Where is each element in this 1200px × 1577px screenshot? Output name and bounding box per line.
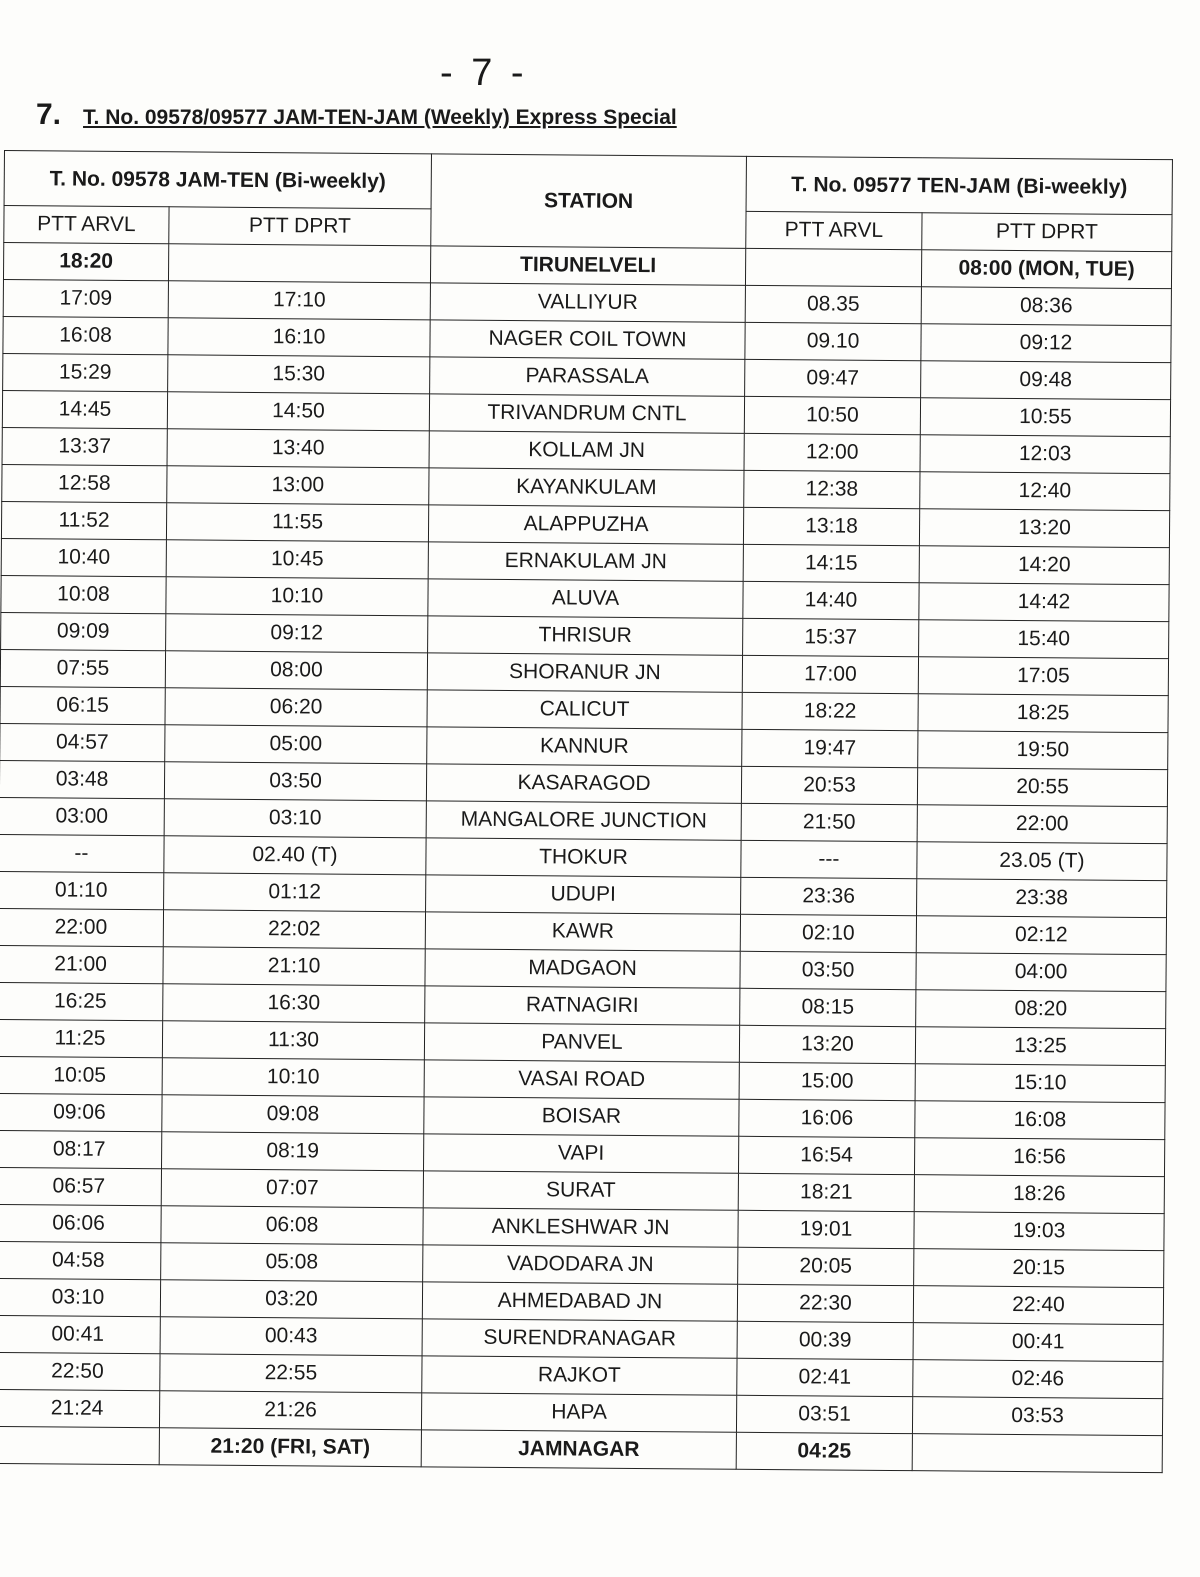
station-name: CALICUT: [427, 690, 742, 729]
left-departure: 14:50: [167, 392, 429, 431]
right-arrival: ---: [741, 840, 917, 878]
right-departure: 20:15: [914, 1249, 1164, 1288]
left-arrival: 10:40: [1, 538, 166, 576]
left-train-header: T. No. 09578 JAM-TEN (Bi-weekly): [4, 151, 431, 209]
right-arrival: [745, 248, 921, 286]
station-name: UDUPI: [426, 875, 741, 914]
left-arrival: 21:24: [0, 1389, 160, 1427]
left-arrival: 10:05: [0, 1056, 162, 1094]
left-arrival-header: PTT ARVL: [4, 206, 169, 244]
left-arrival: 06:06: [0, 1204, 161, 1242]
left-departure: 22:02: [163, 910, 425, 949]
station-name: KASARAGOD: [426, 764, 741, 803]
left-arrival: 08:17: [0, 1130, 162, 1168]
left-departure: 10:10: [162, 1058, 424, 1097]
right-arrival: 00:39: [737, 1321, 913, 1359]
right-arrival: 14:15: [743, 544, 919, 582]
station-header: STATION: [431, 154, 747, 248]
station-name: NAGER COIL TOWN: [430, 320, 745, 359]
left-arrival: 04:58: [0, 1241, 161, 1279]
left-arrival: 22:00: [0, 908, 164, 946]
left-arrival: 18:20: [3, 243, 168, 281]
right-arrival: 22:30: [737, 1284, 913, 1322]
left-arrival: 10:08: [1, 575, 166, 613]
right-arrival: 12:38: [744, 470, 920, 508]
left-arrival: 00:41: [0, 1315, 160, 1353]
right-departure: 20:55: [917, 768, 1167, 807]
right-arrival: 13:18: [743, 507, 919, 545]
left-arrival: 17:09: [3, 279, 168, 317]
station-name: MANGALORE JUNCTION: [426, 801, 741, 840]
right-departure: 15:40: [919, 620, 1169, 659]
left-arrival: 09:06: [0, 1093, 162, 1131]
right-arrival: 09:47: [745, 359, 921, 397]
left-departure: 02.40 (T): [164, 836, 426, 875]
left-departure: 09:08: [162, 1095, 424, 1134]
right-departure: 16:56: [914, 1138, 1164, 1177]
left-departure: 21:10: [163, 947, 425, 986]
station-name: BOISAR: [424, 1097, 739, 1136]
right-arrival: 09.10: [745, 322, 921, 360]
right-arrival: 18:21: [738, 1173, 914, 1211]
section-title: T. No. 09578/09577 JAM-TEN-JAM (Weekly) Express Special: [83, 106, 677, 129]
right-departure-header: PTT DPRT: [922, 213, 1172, 252]
left-arrival: 22:50: [0, 1352, 160, 1390]
right-departure: 18:25: [918, 694, 1168, 733]
right-departure: 16:08: [915, 1101, 1165, 1140]
right-arrival: 18:22: [742, 692, 918, 730]
right-arrival: 20:53: [741, 766, 917, 804]
right-arrival: 04:25: [736, 1432, 912, 1470]
right-arrival: 10:50: [744, 396, 920, 434]
left-departure: 03:10: [164, 799, 426, 838]
station-name: VADODARA JN: [423, 1245, 738, 1284]
station-name: RATNAGIRI: [425, 986, 740, 1025]
right-departure: 13:20: [919, 509, 1169, 548]
right-arrival: 20:05: [738, 1247, 914, 1285]
station-name: VALLIYUR: [430, 283, 745, 322]
right-departure: 22:40: [913, 1286, 1163, 1325]
station-name: TRIVANDRUM CNTL: [429, 394, 744, 433]
right-arrival: 14:40: [743, 581, 919, 619]
station-name: KAWR: [425, 912, 740, 951]
left-departure: 10:10: [166, 577, 428, 616]
right-departure: 13:25: [915, 1027, 1165, 1066]
right-departure: 08:20: [916, 990, 1166, 1029]
station-name: ALAPPUZHA: [428, 505, 743, 544]
station-name: KAYANKULAM: [429, 468, 744, 507]
station-name: SURENDRANAGAR: [422, 1319, 737, 1358]
station-name: THRISUR: [428, 616, 743, 655]
right-departure: 19:03: [914, 1212, 1164, 1251]
left-arrival: 15:29: [3, 353, 168, 391]
right-departure: 09:12: [921, 324, 1171, 363]
right-arrival: 16:06: [739, 1099, 915, 1137]
right-arrival: 02:10: [740, 914, 916, 952]
left-departure: 11:55: [166, 503, 428, 542]
timetable-body: [0, 243, 1172, 1473]
right-arrival: 03:50: [740, 951, 916, 989]
right-departure: 10:55: [920, 398, 1170, 437]
station-name: VASAI ROAD: [424, 1060, 739, 1099]
left-departure: 06:20: [165, 688, 427, 727]
left-departure: 03:20: [160, 1280, 422, 1319]
station-name: RAJKOT: [422, 1356, 737, 1395]
left-departure: [168, 244, 430, 283]
right-departure: 12:40: [920, 472, 1170, 511]
left-arrival: 14:45: [2, 390, 167, 428]
station-name: JAMNAGAR: [421, 1430, 736, 1469]
station-name: THOKUR: [426, 838, 741, 877]
left-arrival: 03:00: [0, 797, 164, 835]
left-departure: 15:30: [168, 355, 430, 394]
station-name: PANVEL: [424, 1023, 739, 1062]
station-name: VAPI: [423, 1134, 738, 1173]
right-departure: 04:00: [916, 953, 1166, 992]
station-name: ALUVA: [428, 579, 743, 618]
right-departure: 15:10: [915, 1064, 1165, 1103]
station-name: SHORANUR JN: [427, 653, 742, 692]
left-arrival: 06:57: [0, 1167, 162, 1205]
left-departure: 16:30: [163, 984, 425, 1023]
station-name: ANKLESHWAR JN: [423, 1208, 738, 1247]
left-arrival: 09:09: [1, 612, 166, 650]
left-arrival: 01:10: [0, 871, 164, 909]
left-arrival: 07:55: [0, 649, 165, 687]
left-departure: 03:50: [164, 762, 426, 801]
left-arrival: 11:52: [1, 501, 166, 539]
section-number: 7.: [36, 98, 62, 131]
right-departure: 19:50: [918, 731, 1168, 770]
right-departure: 14:42: [919, 583, 1169, 622]
right-departure: [912, 1434, 1162, 1473]
right-departure: 23.05 (T): [917, 842, 1167, 881]
right-arrival: 15:37: [743, 618, 919, 656]
right-departure: 18:26: [914, 1175, 1164, 1214]
left-departure: 06:08: [161, 1206, 423, 1245]
station-name: KOLLAM JN: [429, 431, 744, 470]
left-departure: 21:26: [159, 1391, 421, 1430]
right-arrival: 12:00: [744, 433, 920, 471]
left-departure: 05:08: [161, 1243, 423, 1282]
station-name: PARASSALA: [430, 357, 745, 396]
left-departure: 16:10: [168, 318, 430, 357]
right-departure: 09:48: [921, 361, 1171, 400]
left-departure: 13:40: [167, 429, 429, 468]
left-departure: 11:30: [162, 1021, 424, 1060]
right-arrival: 19:01: [738, 1210, 914, 1248]
left-departure: 09:12: [166, 614, 428, 653]
left-arrival: --: [0, 834, 164, 872]
left-departure: 07:07: [161, 1169, 423, 1208]
station-name: SURAT: [423, 1171, 738, 1210]
station-name: MADGAON: [425, 949, 740, 988]
left-departure-header: PTT DPRT: [169, 207, 431, 246]
station-name: HAPA: [421, 1393, 736, 1432]
right-arrival: 08:15: [740, 988, 916, 1026]
timetable-sheet: [0, 150, 1172, 1473]
left-arrival: 21:00: [0, 945, 163, 983]
left-arrival: 16:08: [3, 316, 168, 354]
right-departure: 17:05: [918, 657, 1168, 696]
left-departure: 08:00: [165, 651, 427, 690]
station-name: KANNUR: [427, 727, 742, 766]
right-departure: 08:36: [921, 287, 1171, 326]
right-arrival: 15:00: [739, 1062, 915, 1100]
right-departure: 03:53: [912, 1397, 1162, 1436]
left-departure: 22:55: [160, 1354, 422, 1393]
right-arrival: 03:51: [736, 1395, 912, 1433]
station-name: ERNAKULAM JN: [428, 542, 743, 581]
table-row: [0, 1426, 1162, 1472]
right-arrival: 02:41: [737, 1358, 913, 1396]
right-departure: 00:41: [913, 1323, 1163, 1362]
left-departure: 08:19: [162, 1132, 424, 1171]
left-departure: 01:12: [164, 873, 426, 912]
timetable: [0, 150, 1173, 1473]
left-arrival: 04:57: [0, 723, 165, 761]
left-departure: 00:43: [160, 1317, 422, 1356]
right-arrival: 16:54: [738, 1136, 914, 1174]
section-heading: [36, 98, 677, 132]
right-arrival: 08.35: [745, 285, 921, 323]
page-number: - 7 -: [440, 52, 528, 94]
right-train-header: T. No. 09577 TEN-JAM (Bi-weekly): [746, 156, 1172, 214]
right-arrival: 19:47: [742, 729, 918, 767]
right-departure: 02:46: [913, 1360, 1163, 1399]
left-arrival: 16:25: [0, 982, 163, 1020]
left-departure: 13:00: [167, 466, 429, 505]
left-departure: 21:20 (FRI, SAT): [159, 1428, 421, 1467]
right-departure: 08:00 (MON, TUE): [921, 250, 1171, 289]
left-departure: 10:45: [166, 540, 428, 579]
right-arrival: 13:20: [739, 1025, 915, 1063]
left-arrival: 03:10: [0, 1278, 161, 1316]
station-name: AHMEDABAD JN: [422, 1282, 737, 1321]
left-arrival: 13:37: [2, 427, 167, 465]
left-arrival: 12:58: [2, 464, 167, 502]
station-name: TIRUNELVELI: [430, 246, 745, 285]
right-arrival: 21:50: [741, 803, 917, 841]
right-departure: 22:00: [917, 805, 1167, 844]
right-departure: 02:12: [916, 916, 1166, 955]
right-arrival: 17:00: [742, 655, 918, 693]
left-arrival: [0, 1426, 159, 1464]
right-arrival: 23:36: [741, 877, 917, 915]
left-arrival: 03:48: [0, 760, 165, 798]
left-departure: 05:00: [165, 725, 427, 764]
left-arrival: 11:25: [0, 1019, 163, 1057]
right-departure: 23:38: [917, 879, 1167, 918]
left-arrival: 06:15: [0, 686, 165, 724]
right-departure: 14:20: [919, 546, 1169, 585]
right-arrival-header: PTT ARVL: [746, 211, 922, 249]
left-departure: 17:10: [168, 281, 430, 320]
right-departure: 12:03: [920, 435, 1170, 474]
